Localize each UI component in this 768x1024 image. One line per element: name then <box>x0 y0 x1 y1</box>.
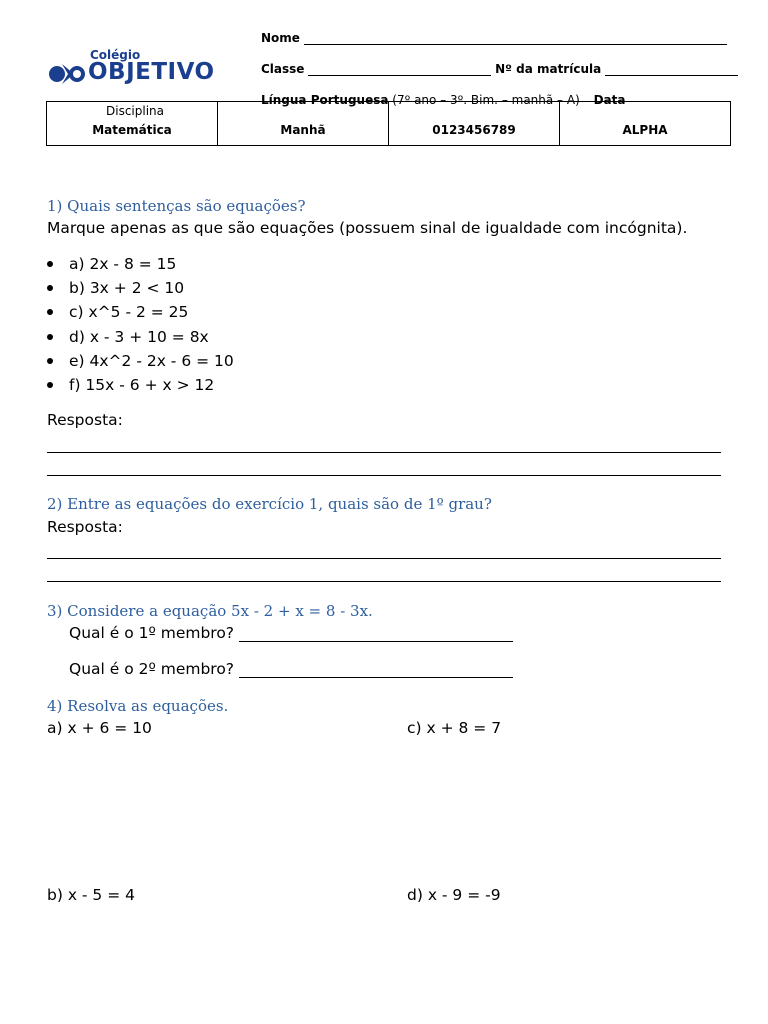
list-item[interactable] <box>46 302 234 326</box>
bullet-icon <box>47 358 53 364</box>
option-text: f) 15x - 6 + x > 12 <box>69 375 215 394</box>
logo-small-text: Colégio <box>90 48 141 62</box>
q3-second-member-field[interactable] <box>239 661 513 678</box>
q2-answer-line-1[interactable] <box>47 558 721 559</box>
q1-answer-line-2[interactable] <box>47 475 721 476</box>
list-item[interactable] <box>46 254 234 278</box>
q3-second-member-label: Qual é o 2º membro? <box>69 660 235 678</box>
bullet-icon <box>47 334 53 340</box>
q4-item-a: a) x + 6 = 10 <box>47 719 152 737</box>
option-text: a) 2x - 8 = 15 <box>69 255 177 273</box>
q2-title: 2) Entre as equações do exercício 1, quais são de 1º grau? <box>47 495 492 513</box>
q1-title: 1) Quais sentenças são equações? <box>47 197 306 215</box>
bullet-icon <box>47 382 53 388</box>
classe-label: Classe <box>261 62 305 76</box>
list-item[interactable] <box>46 375 234 399</box>
nome-label: Nome <box>261 31 300 45</box>
bullet-icon <box>47 261 53 267</box>
subject-detail: (7º ano – 3º. Bim. – manhã – A) <box>392 93 580 107</box>
list-item[interactable] <box>46 278 234 302</box>
q3-second-member-row <box>69 660 513 678</box>
q1-instruction: Marque apenas as que são equações (possuem sinal de igualdade com incógnita). <box>47 219 688 237</box>
list-item[interactable] <box>46 327 234 351</box>
data-label: Data <box>593 93 626 107</box>
q2-answer-line-2[interactable] <box>47 581 721 582</box>
option-text: c) x^5 - 2 = 25 <box>69 303 189 322</box>
list-item[interactable] <box>46 351 234 375</box>
option-text: d) x - 3 + 10 = 8x <box>69 327 209 346</box>
info-cell-shift: Manhã <box>218 102 389 146</box>
q2-answer-label: Resposta: <box>47 518 123 536</box>
q4-item-b: b) x - 5 = 4 <box>47 886 135 904</box>
q3-first-member-label: Qual é o 1º membro? <box>69 624 235 642</box>
subject-bold: Língua Portuguesa <box>261 93 389 107</box>
q3-first-member-row <box>69 624 513 642</box>
nome-row <box>261 31 727 45</box>
matricula-label: Nº da matrícula <box>495 62 602 76</box>
q1-answer-line-1[interactable] <box>47 452 721 453</box>
bullet-icon <box>47 309 53 315</box>
q3-title: 3) Considere a equação 5x - 2 + x = 8 - 3x. <box>47 602 373 620</box>
bullet-icon <box>47 285 53 291</box>
logo-big-text: OBJETIVO <box>88 59 215 85</box>
matricula-field[interactable] <box>605 63 738 76</box>
option-text: b) 3x + 2 < 10 <box>69 279 185 298</box>
school-logo <box>48 48 240 88</box>
info-cell-subject: Matemática <box>47 102 218 146</box>
info-cell-class: ALPHA <box>560 102 731 146</box>
disciplina-label: Disciplina <box>106 104 165 118</box>
nome-field[interactable] <box>304 32 727 45</box>
classe-row <box>261 62 738 76</box>
q1-options-list <box>46 254 234 399</box>
info-cell-code: 0123456789 <box>389 102 560 146</box>
q4-item-c: c) x + 8 = 7 <box>407 719 502 737</box>
q3-first-member-field[interactable] <box>239 625 513 642</box>
q4-title: 4) Resolva as equações. <box>47 697 229 715</box>
logo-mark-icon <box>48 62 88 86</box>
option-text: e) 4x^2 - 2x - 6 = 10 <box>69 351 234 370</box>
q1-answer-label: Resposta: <box>47 411 123 429</box>
classe-field[interactable] <box>308 63 491 76</box>
q4-item-d: d) x - 9 = -9 <box>407 886 501 904</box>
